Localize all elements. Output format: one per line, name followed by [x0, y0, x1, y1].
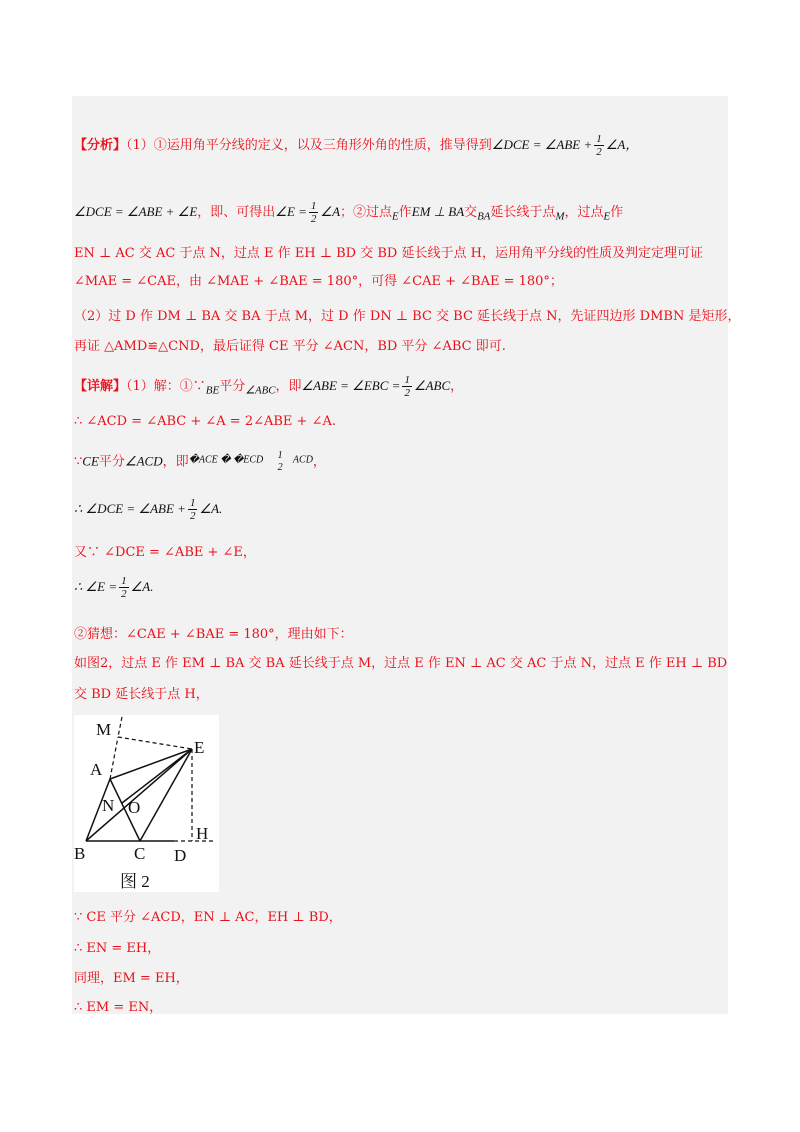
math-expression: ∠A [320, 204, 341, 219]
fraction: $\frac{1}{2}$ [310, 200, 317, 225]
detail-line-12: 同理，EM = EH， [74, 971, 189, 986]
detail-line-1 [74, 374, 463, 399]
math-expression: ∴ ∠DCE = ∠ABE + [74, 501, 186, 516]
math-expression: ∠A， [605, 137, 639, 152]
analysis-text: ，过点 [564, 205, 604, 220]
fraction: $\frac{1}{2}$ [596, 133, 602, 158]
math-expression: ∠A. [199, 501, 223, 516]
analysis-text: 作 [610, 205, 624, 220]
math-expression: ACD [292, 454, 313, 466]
math-expression: ∠ACD [124, 453, 163, 469]
label-E: E [194, 738, 205, 757]
math-expression: CE [82, 453, 99, 469]
fraction: 1 2 [277, 450, 283, 473]
math-expression: EM ⊥ BA [411, 204, 465, 219]
analysis-text: ，即、可得出 [197, 205, 276, 220]
label-H: H [196, 824, 209, 843]
detail-line-6 [74, 575, 154, 600]
dashed-line [118, 717, 122, 737]
math-expression: ∠ABE = ∠EBC = [301, 378, 401, 393]
detail-text: 平分 [98, 454, 125, 470]
detail-text: 平分 [219, 379, 246, 394]
analysis-line-1 [74, 133, 638, 158]
analysis-line-6: 再证 △AMD≌△CND，最后证得 CE 平分 ∠ACN，BD 平分 ∠ABC 即可. [74, 339, 506, 354]
fraction: $\frac{1}{2}$ [189, 497, 196, 522]
detail-text: ∵ [74, 454, 83, 470]
math-expression: BE [205, 384, 220, 397]
detail-line-8: 如图2，过点 E 作 EM ⊥ BA 交 BA 延长线于点 M，过点 E 作 EN ⊥ AC 交 AC 于点 N，过点 E 作 EH ⊥ BD [74, 656, 728, 671]
math-expression: ∠DCE = ∠ABE + ∠E [74, 204, 198, 219]
analysis-line-5: （2）过 D 作 DM ⊥ BA 交 BA 于点 M，过 D 作 DN ⊥ BC 交 BC 延长线于点 N，先证四边形 DMBN 是矩形， [74, 309, 741, 324]
detail-text: ， [312, 454, 326, 470]
detail-line-9: 交 BD 延长线于点 H， [74, 687, 209, 702]
label-C: C [134, 844, 146, 863]
figure-svg [74, 715, 219, 892]
detail-line-5: 又∵ ∠DCE = ∠ABE + ∠E， [74, 545, 256, 560]
dashed-line [118, 737, 192, 749]
analysis-tag: 【分析】 [74, 138, 127, 153]
math-expression: BA [477, 210, 491, 223]
analysis-text: 作 [398, 205, 412, 220]
math-expression: ∠E = [275, 204, 307, 219]
detail-tag: 【详解】 [74, 379, 127, 394]
detail-text: ，即 [275, 379, 302, 394]
label-A: A [90, 760, 103, 779]
line-CE [140, 749, 192, 841]
label-D: D [174, 846, 187, 865]
math-expression: M [555, 210, 565, 223]
math-expression: ∠DCE = ∠ABE + [491, 137, 593, 152]
line-NE [122, 749, 192, 803]
math-expression: ∠ABC [413, 378, 451, 393]
detail-line-11: ∴ EN = EH， [74, 941, 161, 956]
analysis-text: 延长线于点 [490, 205, 556, 220]
analysis-text: ；②过点 [340, 205, 393, 220]
detail-line-13: ∴ EM = EN， [74, 1000, 163, 1015]
line-AE [110, 749, 192, 779]
math-expression: ∴ ∠E = [74, 579, 118, 594]
analysis-line-2 [74, 200, 623, 225]
detail-line-10: ∵ CE 平分 ∠ACD，EN ⊥ AC，EH ⊥ BD， [74, 910, 342, 925]
detail-line-2: ∴ ∠ACD = ∠ABC + ∠A = 2∠ABE + ∠A. [74, 414, 336, 429]
detail-line-4 [74, 497, 222, 522]
analysis-text: （1）①运用角平分线的定义，以及三角形外角的性质，推导得到 [126, 138, 492, 153]
label-O: O [128, 798, 141, 817]
fraction: $\frac{1}{2}$ [404, 374, 410, 399]
math-expression: �ACE � �ECD [188, 454, 264, 466]
math-expression: E [392, 210, 399, 223]
math-expression: ∠A. [130, 579, 154, 594]
label-B: B [74, 844, 86, 863]
detail-text: （1）解：①∵ [126, 379, 206, 394]
analysis-line-3: EN ⊥ AC 交 AC 于点 N，过点 E 作 EH ⊥ BD 交 BD 延长线于点 H，运用角平分线的性质及判定定理可证 [74, 246, 703, 261]
detail-line-3 [74, 450, 326, 474]
figure-caption: 图 2 [120, 872, 150, 891]
detail-line-7: ②猜想：∠CAE + ∠BAE = 180°，理由如下： [74, 627, 353, 642]
analysis-text: 交 [464, 205, 478, 220]
dashed-line [110, 737, 118, 779]
detail-text: ， [450, 379, 464, 394]
fraction: $\frac{1}{2}$ [121, 575, 127, 600]
label-M: M [96, 720, 112, 739]
label-N: N [102, 796, 115, 815]
analysis-line-4: ∠MAE = ∠CAE，由 ∠MAE + ∠BAE = 180°，可得 ∠CAE + ∠BAE = 180°； [74, 274, 563, 289]
math-expression: E [603, 210, 611, 223]
math-expression: ∠ABC [245, 384, 276, 397]
geometry-figure [74, 715, 219, 892]
detail-text: ，即 [162, 454, 189, 470]
